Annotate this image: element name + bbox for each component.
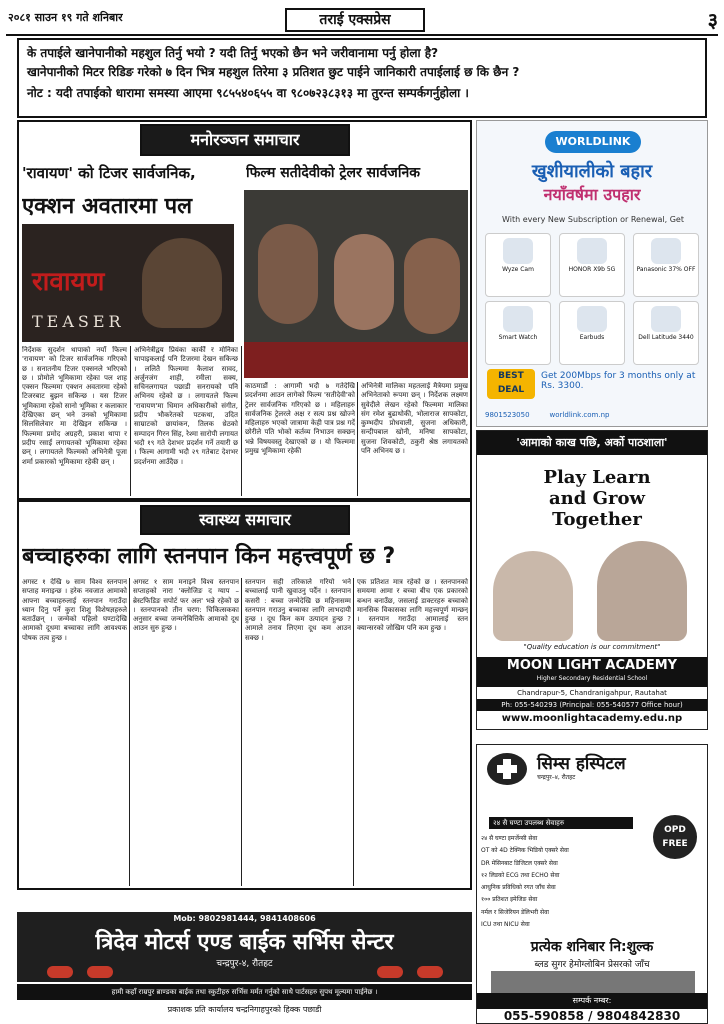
school-website[interactable]: www.moonlightacademy.edu.np [501,713,683,724]
free-checkup-sub: ब्लड सुगर हेमोग्लोबिन प्रेसरको जाँच [534,960,650,970]
service-item: नर्मल र सिजेरियन डेलिभरी सेवा [481,908,549,916]
story1-col2-text: अभिनेत्रीद्वय प्रियंका कार्की र मोनिका चापाइकलाई पनि टिजरमा देखन सकिन्छ । ललितै फिल्ममा कैलाश सावद, अर्जुनजंग शाही, रमीला सक्य, सचिनलगायत पछाडी सनरायको पनि अभिनय रहेको छ । लगायतले फिल्म 'रावायण'मा धिमान अधिकारीको संगीत, प्रदीप भौकरेतको पटकथा, उदित साम्राटको छायांकन, तिलक थ्रेठको सम्पादन गिरन सिंह, रेश्मा सारोपी लगायत भदौ १९ गते देशभर प्रदर्शन गर्ने तयारी छ । फिल्म आगामी भदौ २९ गतेबाट देशभर प्रदर्शनमा आउँदैछ । [134,346,238,466]
health-col1-text: अगस्ट १ देखि ७ साम विश्व स्तनपान सप्ताह मनाइन्छ । हरेक नवजात आमाको आफ्ना बच्चाहरुलाई स्तनपान गराउँदा ध्यान दिनु पर्ने कुरा शिशु विशेषज्ञहरुले बताउँछन् । जन्मेको पहिलो घण्टादेखि आमाको दूधमा बच्चाका लागि आवश्यक पोषक तत्व हुन्छ । [22,578,127,642]
best-deal-text: Get 200Mbps for 3 months only at Rs. 3300. [541,371,696,391]
child-figure [493,551,573,641]
poster-figure-right [404,238,460,334]
health-col3-text: स्तनपान सही तरिकाले गरियो भने बच्चालाई पानी खुवाउनु पर्दैन । स्तनपान कसरी : बच्चा जन्मेदेखि छ महिनासम्म स्तनपान गराउनु बच्चाका लागि लाभदायी हुन्छ । दूध किन कम उत्पादन हुन्छ ? आमाले तनाव लिएमा दूध कम आउन सक्छ । [245,578,351,642]
poster-red-band [244,342,468,378]
product-label: HONOR X9b 5G [568,266,616,273]
tridev-motors-advert[interactable] [17,912,472,982]
service-item: OT को 4D टेक्निक भिडियो एक्सरे सेवा [481,847,569,855]
school-motto: "Quality education is our commitment" [523,643,661,651]
worldlink-title-2: नयाँवर्षमा उपहार [543,185,641,204]
health-column-2 [133,578,239,886]
column-divider [129,578,130,886]
worldlink-website[interactable]: worldlink.com.np [549,411,610,419]
notice-line-2: खानेपानीको मिटर रिडिङ गरेको ७ दिन भित्र महशुल तिरेमा ३ प्रतिशत छुट पाईने जानिकारी तपाईलाई छ कि छैन ? [27,65,520,79]
bike-shop-name: त्रिदेव मोटर्स एण्ड बाईक सर्भिस सेन्टर [95,930,394,955]
poster-figure-center [334,234,394,330]
product-icon [577,238,607,264]
column-divider [353,578,354,886]
story2-col1-text: काठमाडौं : आगामी भदौ ७ गतेदेखि प्रदर्शनमा आउन लागेको फिल्म 'सतीदेवी'को ट्रेलर सार्वजनिक गरिएको छ । महिलाहरु सार्वजनिक ट्रेलरले अक्ष र सत्य प्रश्न खोज्ने महिलाहरु भएको जात्रामा केही पात्र प्रश्न गर्दे छोरीले पति भोको कर्तव्य निभाउन सक्छन् भन्ने विषयवस्तु देखाएको छ । यो फिल्ममा प्रमुख भूमिकामा रहेकी [245,382,355,456]
notice-line-1: के तपाईले खानेपानीको महशुल तिर्नु भयो ? यदी तिर्नु भएको छैन भने जरीवानामा पर्नु होला है? [27,46,439,60]
story1-column-2 [134,346,238,496]
story1-subtitle[interactable]: एक्शन अवतारमा पल [22,194,193,219]
product-tile [559,233,625,297]
health-column-3 [245,578,351,886]
services-title: २४ सै घण्टा उपलब्ध सेवाहरु [489,817,633,829]
bike-shop-strip: हामी कहाँ राम्रपुर ब्राण्डका बाईक तथा स्कुटीहरु सर्भिस मर्मत गर्नुको साथै पार्टसहरु सुपथ मूल्यमा पाईनेछ । [17,984,472,1000]
teaser-word: TEASER [32,312,125,331]
health-column-1 [22,578,127,886]
hospital-address: चन्द्रपुर–४, रौतहट [537,774,576,781]
school-tagline: 'आमाको काख पछि, अर्को पाठशाला' [477,431,707,455]
issue-date: २०८१ साउन १९ गते शनिबार [8,11,123,24]
moonlight-academy-advert[interactable] [476,430,708,730]
motorbike-icon [47,966,73,978]
worldlink-phone: 9801523050 [485,411,530,419]
product-tile [485,301,551,365]
ravayan-teaser-image [22,224,234,342]
product-icon [577,306,607,332]
service-item: २४ सै घण्टा इमर्जेन्सी सेवा [481,835,538,842]
column-divider [241,578,242,886]
poster-figure-left [258,224,318,324]
paper-name: तराई एक्सप्रेस [285,8,425,32]
sims-hospital-advert[interactable] [476,744,708,1024]
entertainment-section-title: मनोरञ्जन समाचार [140,124,350,156]
health-col2-text: अगस्ट १ साम मनाइने विश्व स्तनपान सप्ताहको नारा 'क्लोजिङ द ग्याप – ब्रेस्टफिडिङ सपोर्ट फर अल' भन्ने रहेको छ । स्तनपानको तीन चरण: चिकित्सकका अनुसार बच्चा जन्मनेबित्तिकै आमाको दूध आउन सुरु हुन्छ । [133,578,239,633]
child-figure [597,541,687,641]
worldlink-logo: WORLDLINK [545,131,641,153]
product-tile [485,233,551,297]
service-item: आधुनिक प्रविधिको रगत जाँच सेवा [481,884,556,892]
product-tile [633,301,699,365]
product-label: Dell Latitude 3440 [638,334,694,341]
product-tile [633,233,699,297]
checkup-photo-strip [491,971,695,993]
contact-label: सम्पर्क नम्बर: [477,993,707,1009]
school-subtitle: Higher Secondary Residential School [536,675,648,682]
publisher-note: प्रकाशक प्रति कार्यालय चन्द्रनिगाहपुरको हिक्क पछाडी [167,1005,322,1014]
service-item: १०० प्रतिशत इमेजिङ सेवा [481,896,538,904]
product-label: Smart Watch [498,334,538,341]
motorbike-icon [377,966,403,978]
worldlink-contact [485,411,701,419]
story2-col2-text: अभिनेत्री मालिका महतलाई मैत्रेयमा प्रमुख अभिनेताको रूपमा छन् । निर्देशक लक्ष्मण सुवेदीले लेखन रहेको फिल्ममा मालिका संग रमेश बुढाथोकी, भोलाराज सापकोटा, कुम्भदीप प्रोधवाली, सुजना अधिकारी, सन्दीपबाल खोनी, मनिषा सापकोटा, सुजना शिवकोटी, ठकुरी श्रेष्ठ लगायतको पनि अभिनय छ । [361,382,468,456]
satidevi-poster-image [244,190,468,378]
opd-free-badge: OPD FREE [653,815,697,859]
story2-column-1 [245,382,355,496]
worldlink-advert[interactable] [476,120,708,427]
motorbike-icon [87,966,113,978]
health-headline[interactable]: बच्चाहरुका लागि स्तनपान किन महत्त्वपूर्ण छ ? [22,544,396,569]
product-icon [503,306,533,332]
best-deal-badge: BEST DEAL [487,369,535,399]
column-divider [357,382,358,496]
health-col4-text: एक प्रतिशत मात्र रहेको छ । स्तनपानको समयमा आमा र बच्चा बीच एक प्रकारको बन्धन बनाउँछ, जसलाई डाक्टरहरु बच्चाको मानसिक विकासका लागि महत्त्वपूर्ण मान्छन् । स्तनपान गराउँदा आमालाई स्तन क्यान्सरको जोखिम पनि कम हुन्छ । [357,578,468,633]
actor-face-shape [142,238,222,328]
free-checkup-title: प्रत्येक शनिबार नि:शुल्क [530,939,654,955]
teaser-title-text: रावायण [32,267,105,297]
hospital-logo-icon [485,751,529,787]
worldlink-title-1: खुशीयालीको बहार [531,161,653,182]
product-label: Panasonic 37% OFF [636,266,696,273]
column-divider [130,346,131,496]
service-item: ICU तथा NICU सेवा [481,921,530,929]
service-item: DR मेसिनबाट डिजिटल एक्सरे सेवा [481,859,558,867]
health-column-4 [357,578,468,886]
story1-column-1 [22,346,127,496]
water-bill-notice [17,38,707,118]
page-number: ३ [707,8,718,32]
health-section-title: स्वास्थ्य समाचार [140,505,350,535]
worldlink-tagline: With every New Subscription or Renewal, Get [502,215,684,224]
story2-column-2 [361,382,468,496]
story2-title[interactable]: फिल्म सतीदेवीको ट्रेलर सार्वजनिक [246,165,420,181]
product-label: Earbuds [579,334,605,341]
bike-shop-mobile: Mob: 9802981444, 9841408606 [173,914,316,923]
school-slogan: Play Learn and Grow Together [543,467,651,530]
column-divider [241,346,242,496]
service-item: १२ लिडको ECG तथा ECHO सेवा [481,871,560,879]
product-label: Wyze Cam [502,266,534,273]
school-address: Chandrapur-5, Chandranigahpur, Rautahat [517,689,667,697]
story1-col1-text: निर्देशक सुदर्शन थापाको नयाँ फिल्म 'रावायण' को टिजर सार्वजनिक गरिएको छ । सनातनीय टिजर एक्सनले भरिएको छ । प्रोमोले भूमिकामा रहेका पल शाह एक्सन फिल्ममा एक्शन अवतारमा रहेको टिजरबाट बुझन सकिन्छ । यस टिजर भूमिकामा रहेको सानो भूमिका र कलाकार देखिएका छन् भने उनको भूमिकामा सिलसिलेवार मा देखिइन सकिन्छ । फिल्ममा प्रमोद अग्रहरी, प्रकाश थापा र प्रदीप रसाईं लगायतको भूमिकामा रहेका छन् । लगायतले फिल्मको अभिनेत्री पूजा शर्मा प्रकारको भूमिकामा रहेकी छन् । [22,346,127,466]
contact-numbers[interactable]: 055-590858 / 9804842830 [503,1009,681,1023]
notice-note: नोट : यदी तपाईको धारामा समस्या आएमा ९८५५४०६५५ वा ९८०७२३८३१३ मा तुरन्त सम्पर्कगर्नुहोला । [27,86,469,100]
product-icon [651,306,681,332]
product-tile [559,301,625,365]
school-phone: Ph: 055-540293 (Principal: 055-540577 Office hour) [477,699,707,711]
motorbike-icon [417,966,443,978]
story1-title[interactable]: 'रावायण' को टिजर सार्वजनिक, [22,164,196,182]
product-icon [503,238,533,264]
header-rule [6,34,718,36]
bike-shop-location: चन्द्रपुर-४, रौतहट [216,959,273,969]
hospital-name: सिम्स हस्पिटल [537,754,626,774]
school-name: MOON LIGHT ACADEMY [477,657,707,687]
product-icon [651,238,681,264]
